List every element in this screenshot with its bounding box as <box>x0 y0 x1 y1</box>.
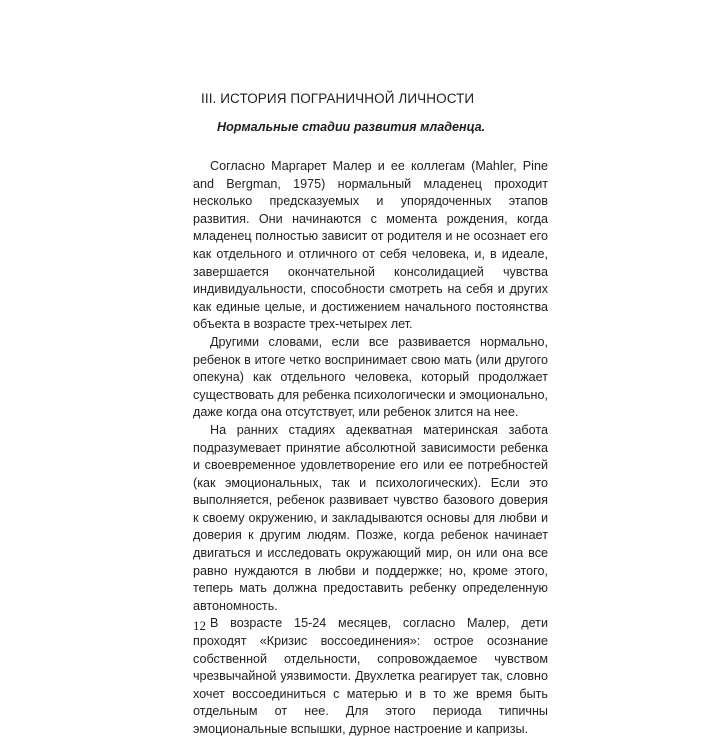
paragraph-4: В возрасте 15-24 месяцев, согласно Малер, дети проходят «Кризис воссоединения»: острое осознание собственной отдельности, сопровождаемое чувством чрезвычайной уязвимости. Двухлетка реагирует так, словно хочет воссоединиться с матерью и в то же время быть отдельным от нее. Для этого периода типичны эмоциональные вспышки, дурное настроение и капризы. <box>193 616 548 736</box>
section-title: Нормальные стадии развития младенца. <box>217 120 486 134</box>
paragraph-3: На ранних стадиях адекватная материнская забота подразумевает принятие абсолютной зависимости ребенка и своевременное удовлетворение его или ее потребностей (как эмоциональных, так и психологических). Если это выполняется, ребенок развивает чувство базового доверия к своему окружению, и закладываются основы для любви и доверия к другим людям. Позже, когда ребенок начинает двигаться и исследовать окружающий мир, он или она все равно нуждаются в любви и поддержке; но, кроме этого, теперь мать должна предоставить ребенку определенную автономность. <box>193 422 548 613</box>
paragraph-1: Согласно Маргарет Малер и ее коллегам (Mahler, Pine and Bergman, 1975) нормальный младенец проходит несколько предсказуемых и упорядоченных этапов развития. Они начинаются с момента рождения, когда младенец полностью зависит от родителя и не осознает его как отдельного и отличного от себя человека, и, в идеале, завершается окончательной консолидацией чувства индивидуальности, способности смотреть на себя и других как единые целые, и достижением начального постоянства объекта в возрасте трех-четырех лет. <box>193 159 548 332</box>
paragraph-2: Другими словами, если все развивается нормально, ребенок в итоге четко воспринимает свою мать (или другого опекуна) как отдельного человека, который продолжает существовать для ребенка психологически и эмоционально, даже когда она отсутствует, или ребенок злится на нее. <box>193 334 549 420</box>
chapter-title: III. ИСТОРИЯ ПОГРАНИЧНОЙ ЛИЧНОСТИ <box>201 91 475 106</box>
page-number: 12 <box>193 618 206 633</box>
page-text <box>193 90 548 739</box>
